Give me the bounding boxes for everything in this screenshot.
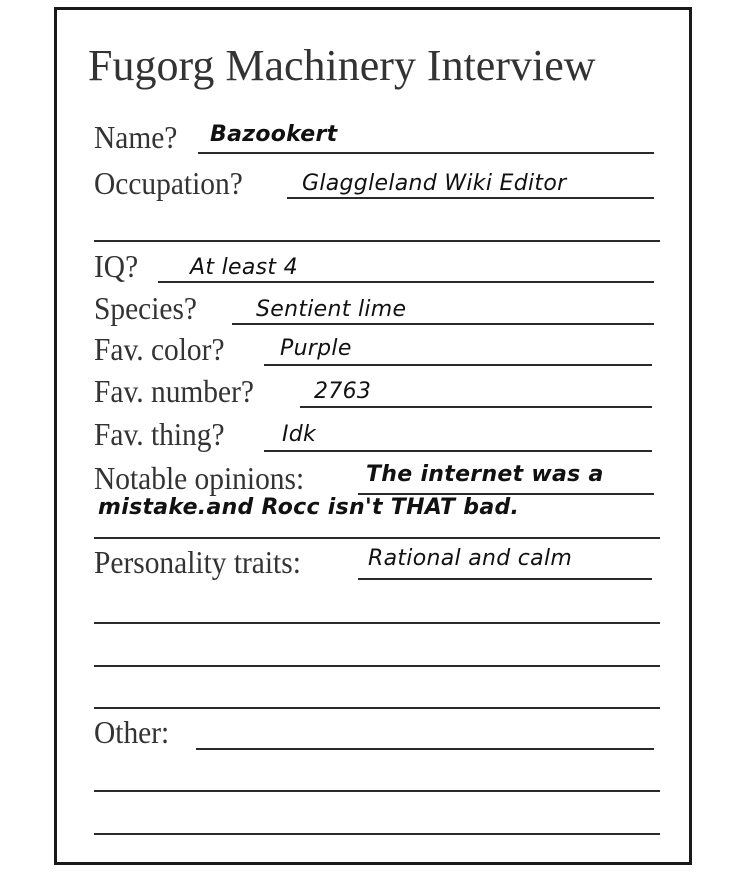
occupation-label: Occupation? [94,165,243,201]
iq-answer: At least 4 [190,255,298,280]
other-extra-line-2 [94,833,660,835]
fav-number-answer-line [300,406,652,408]
fav-number-label: Fav. number? [94,373,254,409]
personality-traits-extra-line-2 [94,665,660,667]
form-title: Fugorg Machinery Interview [88,41,596,90]
name-answer-line [198,152,654,154]
fav-color-answer: Purple [280,336,352,361]
other-label: Other: [94,714,170,750]
other-answer-line [196,748,654,750]
occupation-extra-line [94,240,660,242]
personality-traits-extra-line-1 [94,622,660,624]
personality-traits-label: Personality traits: [94,544,301,580]
fav-color-label: Fav. color? [94,331,225,367]
notable-opinions-answer-line1: The internet was a [366,462,604,487]
species-answer: Sentient lime [256,297,407,322]
personality-traits-answer: Rational and calm [368,546,573,571]
fav-color-answer-line [264,364,652,366]
personality-traits-extra-line-3 [94,707,660,709]
notable-opinions-extra-line [94,537,660,539]
fav-thing-answer-line [264,450,652,452]
notable-opinions-label: Notable opinions: [94,460,305,496]
species-label: Species? [94,290,197,326]
name-answer: Bazookert [210,122,338,147]
fav-thing-label: Fav. thing? [94,416,225,452]
iq-label: IQ? [94,248,139,284]
fav-thing-answer: Idk [282,422,317,447]
notable-opinions-answer-line2: mistake.and Rocc isn't THAT bad. [98,495,520,520]
personality-traits-answer-line [358,578,652,580]
other-extra-line-1 [94,790,660,792]
occupation-answer: Glaggleland Wiki Editor [302,171,567,196]
name-label: Name? [94,119,178,155]
fav-number-answer: 2763 [314,379,372,404]
